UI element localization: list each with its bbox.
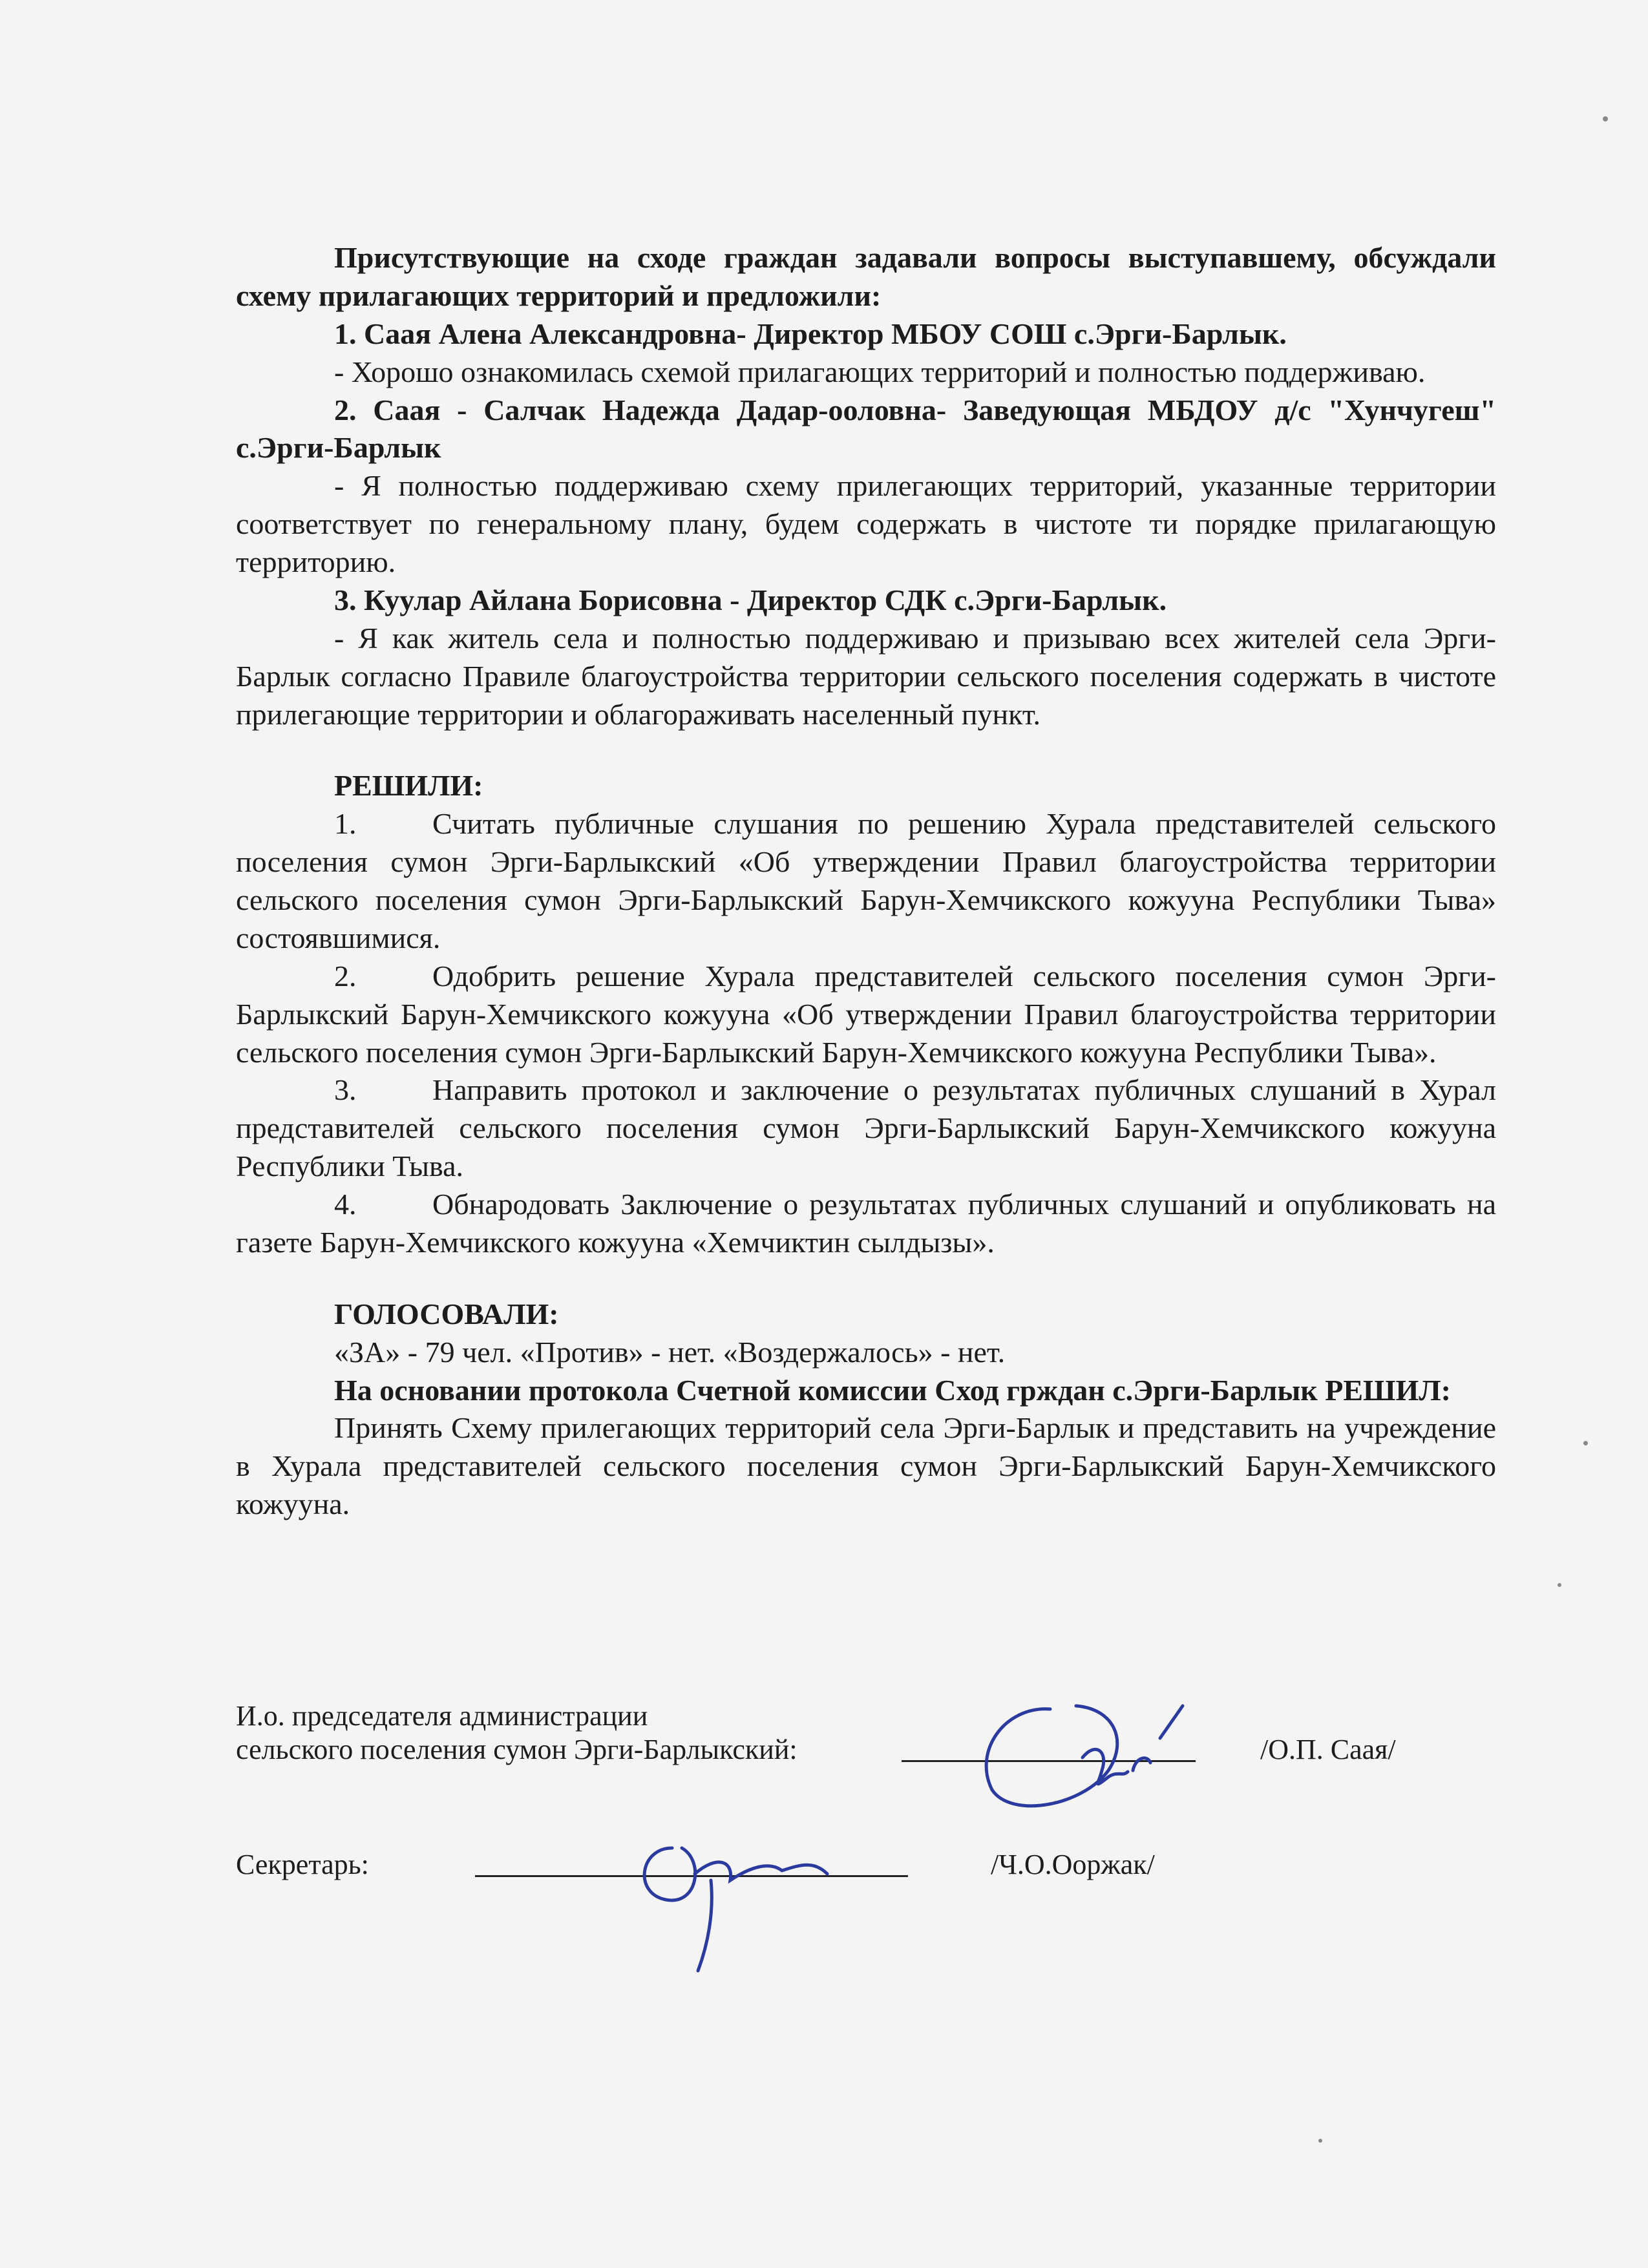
scan-speck <box>1603 116 1608 121</box>
decision-number: 4. <box>334 1188 357 1221</box>
decision-item <box>236 1186 1496 1262</box>
resolution-paragraph: Принять Схему прилегающих территорий села Эрги-Барлык и представить на учреждение в Хурала представителей сельского поселения сумон Эрги-Барлыкский Барун-Хемчикского кожууна. <box>236 1411 1496 1521</box>
secretary-signature-icon <box>620 1809 892 1977</box>
speaker-1-text: - Хорошо ознакомилась схемой прилагающих территорий и полностью поддерживаю. <box>334 355 1426 388</box>
protocol-body <box>236 239 1496 1524</box>
decision-number: 3. <box>334 1073 357 1107</box>
vote-result: «ЗА» - 79 чел. «Против» - нет. «Воздержалось» - нет. <box>334 1335 1006 1369</box>
speaker-3-text: - Я как житель села и полностью поддерживаю и призываю всех жителей села Эрги-Барлык согласно Правиле благоустройства территории сельского поселения содержать в чистоте прилегающие территории и облагораживать населенный пункт. <box>236 621 1496 731</box>
voted-heading: ГОЛОСОВАЛИ: <box>334 1297 559 1330</box>
speaker-1-heading: 1. Саая Алена Александровна- Директор МБОУ СОШ с.Эрги-Барлык. <box>334 317 1287 350</box>
chair-name: /О.П. Саая/ <box>1260 1734 1396 1765</box>
decision-number: 1. <box>334 807 357 841</box>
secretary-name: /Ч.О.Ооржак/ <box>991 1849 1155 1880</box>
signature-block <box>236 1699 1496 2022</box>
decision-text: Обнародовать Заключение о результатах публичных слушаний и опубликовать на газете Барун-Хемчикского кожууна «Хемчиктин сылдызы». <box>236 1188 1496 1259</box>
decision-text: Одобрить решение Хурала представителей сельского поселения сумон Эрги-Барлыкский Барун-Хемчикского кожууна «Об утверждении Правил благоустройства территории сельского поселения сумон Эрги-Барлыкский Барун-Хемчикского кожууна Республики Тыва». <box>236 959 1496 1069</box>
chair-title-line2: сельского поселения сумон Эрги-Барлыкский: <box>236 1734 798 1765</box>
decision-number: 2. <box>334 959 357 992</box>
speaker-2-heading: 2. Саая - Салчак Надежда Дадар-ооловна- Заведующая МБДОУ д/с "Хунчугеш" с.Эрги-Барлык <box>236 393 1496 465</box>
speaker-2-text: - Я полностью поддерживаю схему прилегающих территорий, указанные территории соответствует по генеральному плану, будем содержать в чистоте ти порядке прилагающую территорию. <box>236 469 1496 578</box>
secretary-title: Секретарь: <box>236 1849 369 1880</box>
decision-item <box>236 1071 1496 1186</box>
scan-speck <box>1318 2139 1322 2143</box>
decision-item <box>236 805 1496 958</box>
intro-paragraph: Присутствующие на сходе граждан задавали вопросы выступавшему, обсуждали схему прилагающих территорий и предложили: <box>236 241 1496 312</box>
scan-speck <box>1558 1583 1561 1587</box>
basis-paragraph: На основании протокола Счетной комиссии Сход грждан с.Эрги-Барлык РЕШИЛ: <box>334 1373 1451 1407</box>
decision-text: Направить протокол и заключение о результатах публичных слушаний в Хурал представителей сельского поселения сумон Эрги-Барлыкский Барун-Хемчикского кожууна Республики Тыва. <box>236 1073 1496 1183</box>
decision-text: Считать публичные слушания по решению Хурала представителей сельского поселения сумон Эрги-Барлыкский «Об утверждении Правил благоустройства территории сельского поселения сумон Эрги-Барлыкский Барун-Хемчикского кожууна Республики Тыва» состоявшимися. <box>236 807 1496 954</box>
scan-speck <box>1583 1441 1588 1445</box>
decision-item <box>236 958 1496 1072</box>
speaker-3-heading: 3. Куулар Айлана Борисовна - Директор СДК с.Эрги-Барлык. <box>334 583 1167 616</box>
chair-signature-icon <box>953 1680 1225 1822</box>
chair-title-line1: И.о. председателя администрации <box>236 1700 648 1732</box>
decided-heading: РЕШИЛИ: <box>334 769 483 803</box>
